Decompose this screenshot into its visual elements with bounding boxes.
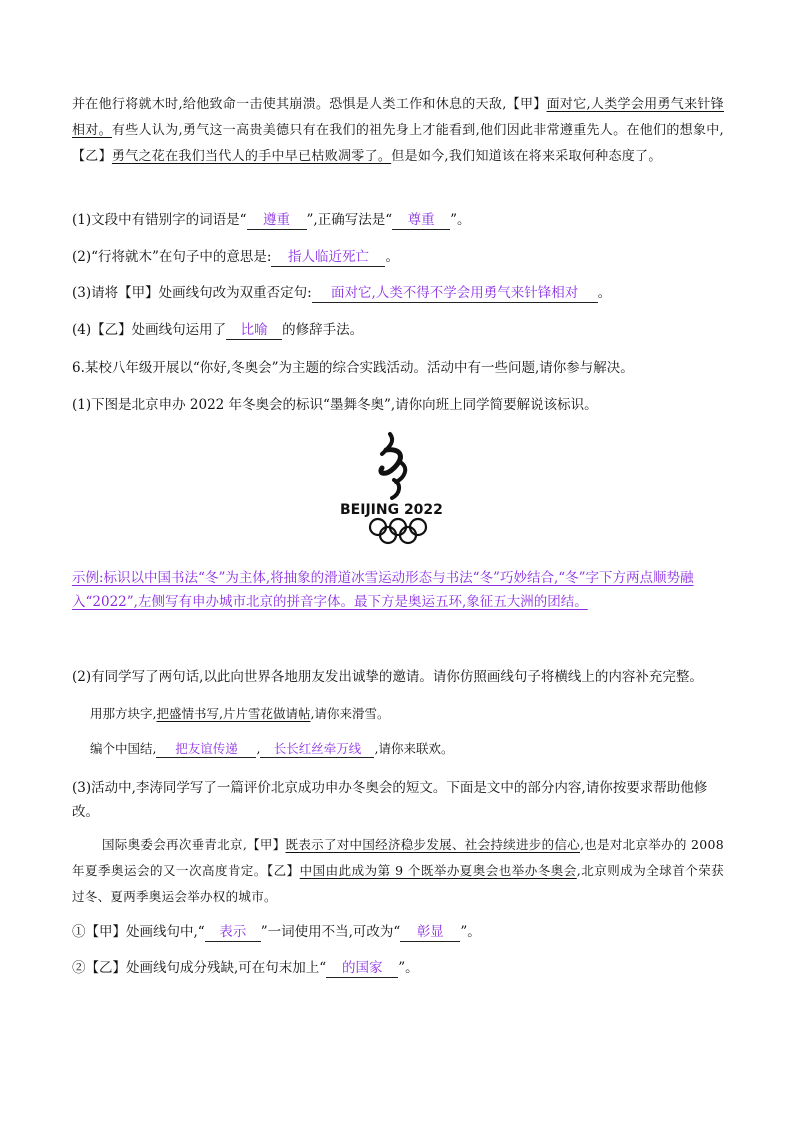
question-6-3: (3)活动中,李涛同学写了一篇评价北京成功申办冬奥会的短文。下面是文中的部分内容,请你按要求帮助他修改。 [72, 780, 708, 820]
intro-paragraph [72, 92, 724, 170]
poem-line-1 [90, 704, 389, 724]
passage-text-1: 国际奥委会再次垂青北京,【甲】 [102, 837, 286, 852]
question-6-1: (1)下图是北京申办 2022 年冬奥会的标识“墨舞冬奥”,请你向班上同学简要解说该标识。 [72, 397, 598, 413]
q5-4-suffix: 的修辞手法。 [282, 322, 364, 338]
question-6-3-2 [72, 958, 419, 978]
s2-prefix: ②【乙】处画线句成分残缺,可在句末加上“ [72, 960, 327, 976]
intro-yi-sentence: 勇气之花在我们当代人的手中早已枯败凋零了。 [111, 149, 392, 164]
question-6-3-1 [72, 922, 481, 942]
poem2-answer-2: 长长红丝牵万线 [260, 740, 374, 758]
s1-answer-1: 表示 [205, 924, 261, 942]
s1-suffix: ”。 [460, 924, 481, 940]
q5-3-prefix: (3)请将【甲】处画线句改为双重否定句: [72, 285, 312, 301]
poem2-suffix: ,请你来联欢。 [374, 741, 454, 756]
question-6-title: 6.某校八年级开展以“你好,冬奥会”为主题的综合实践活动。活动中有一些问题,请你参与解决。 [72, 360, 634, 376]
q5-1-answer-wrong-word: 遵重 [247, 212, 307, 230]
s1-middle: ”一词使用不当,可改为“ [260, 924, 401, 940]
olympic-rings-icon [370, 519, 426, 543]
s1-answer-2: 彰显 [400, 924, 460, 942]
question-5-3 [72, 283, 611, 303]
intro-jia-sentence: 面对它,人类学会用勇气来针锋相对。 [72, 97, 724, 138]
q5-1-prefix: (1)文段中有错别字的词语是“ [72, 212, 247, 228]
intro-text-3: 但是如今,我们知道该在将来采取何种态度了。 [391, 149, 662, 164]
q5-1-suffix: ”。 [450, 212, 471, 228]
poem2-comma: , [256, 741, 261, 756]
passage-jia-sentence: 既表示了对中国经济稳步发展、社会持续进步的信心 [285, 837, 580, 852]
q5-2-prefix: (2)“行将就木”在句子中的意思是: [72, 249, 272, 265]
intro-text-1: 并在他行将就木时,给他致命一击使其崩溃。恐惧是人类工作和休息的天敌,【甲】 [72, 97, 547, 112]
q5-1-middle: ”,正确写法是“ [306, 212, 393, 228]
question-5-4 [72, 320, 363, 340]
question-5-1 [72, 210, 471, 230]
passage-text-2: ,也是对北京举办的 2008 年夏季奥运会的又一次高度肯定。【乙】 [72, 837, 724, 878]
q5-3-answer: 面对它,人类不得不学会用勇气来针锋相对 [312, 285, 598, 303]
question-5-2 [72, 247, 399, 267]
sample-answer-text: 示例:标识以中国书法“冬”为主体,将抽象的滑道冰雪运动形态与书法“冬”巧妙结合,“冬”字下方两点顺势融入“2022”,左侧写有申办城市北京的拼音字体。最下方是奥运五环,象征五大洲的团结。 [72, 570, 694, 610]
q5-4-prefix: (4)【乙】处画线句运用了 [72, 322, 227, 338]
poem2-answer-1: 把友谊传递 [156, 740, 256, 758]
q5-4-answer: 比喻 [226, 322, 282, 340]
s2-suffix: ”。 [398, 960, 419, 976]
s2-answer: 的国家 [326, 960, 398, 978]
poem2-prefix: 编个中国结, [90, 741, 157, 756]
beijing-2022-logo [338, 428, 458, 548]
s1-prefix: ①【甲】处画线句中,“ [72, 924, 205, 940]
passage-text-3: ,北京则成为全球首个荣获过冬、夏两季奥运会举办权的城市。 [72, 863, 724, 904]
poem1-suffix: ,请你来滑雪。 [310, 706, 390, 721]
q5-3-suffix: 。 [597, 285, 612, 301]
intro-text-2: 有些人认为,勇气这一高贵美德只有在我们的祖先身上才能看到,他们因此非常遵重先人。在他们的想象中,【乙】 [72, 123, 724, 164]
q5-1-answer-correct-word: 尊重 [392, 212, 450, 230]
q5-2-answer: 指人临近死亡 [271, 249, 385, 267]
passage-yi-sentence: 中国由此成为第 9 个既举办夏奥会也举办冬奥会 [299, 863, 577, 878]
page [72, 92, 724, 976]
passage [72, 832, 724, 910]
poem1-underlined: 把盛情书写,片片雪花做请帖 [156, 706, 311, 721]
poem-line-2 [90, 739, 453, 759]
question-6-2: (2)有同学写了两句话,以此向世界各地朋友发出诚挚的邀请。请你仿照画线句子将横线上的内容补充完整。 [72, 669, 703, 685]
q5-2-suffix: 。 [385, 249, 399, 265]
poem1-prefix: 用那方块字, [90, 706, 157, 721]
sample-answer [72, 566, 724, 614]
logo-text: BEIJING 2022 [340, 502, 443, 518]
